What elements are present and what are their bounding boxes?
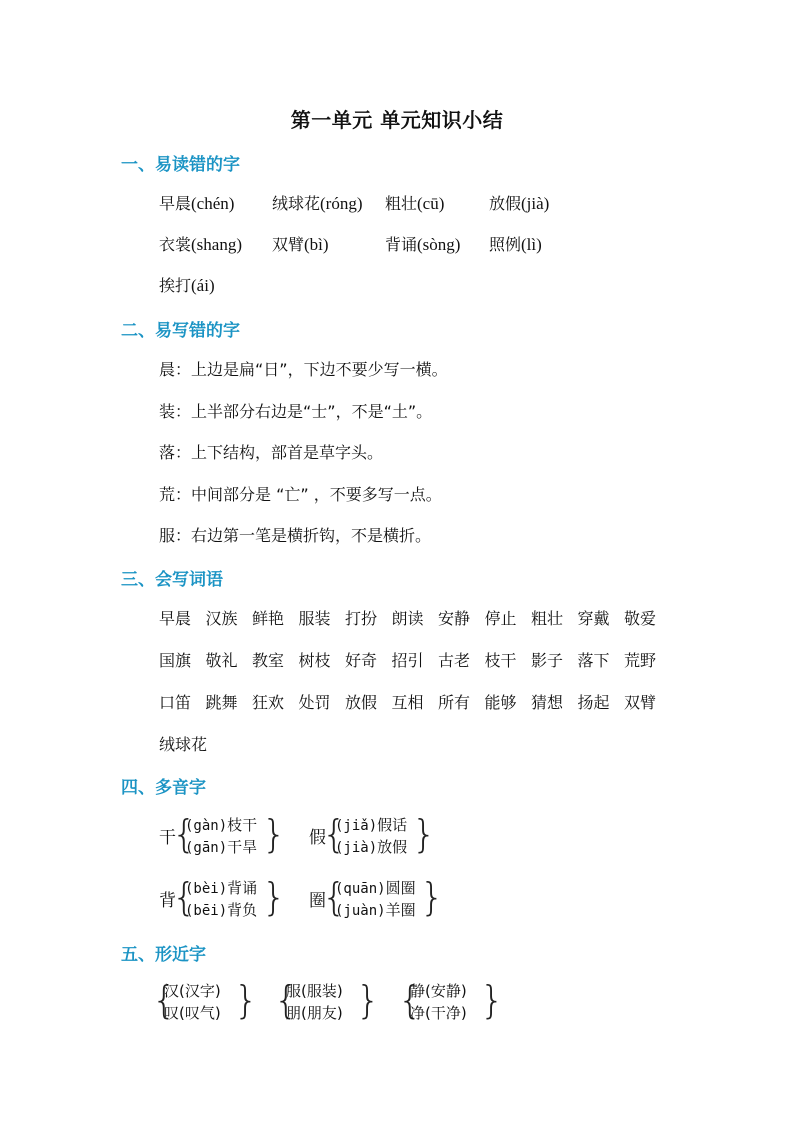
left-brace-icon: {: [172, 812, 197, 856]
easy-write-item: 落：上下结构，部首是草字头。: [159, 443, 384, 462]
right-brace-icon: }: [412, 812, 437, 856]
right-brace-icon: }: [480, 978, 505, 1022]
similar-item: 叹(叹气): [164, 1004, 221, 1022]
word-item: 猜想: [531, 693, 564, 712]
easy-read-item: 双臂(bì): [272, 235, 329, 254]
word-item: 口笛: [159, 693, 192, 712]
right-brace-icon: }: [234, 978, 259, 1022]
word-item: 所有: [438, 693, 471, 712]
easy-read-item: 绒球花(róng): [272, 194, 363, 213]
word-item: 打扮: [345, 609, 378, 628]
word-item: 汉族: [205, 609, 238, 628]
polyphone-item: (quān)圆圈: [335, 879, 416, 897]
word-item: 朗读: [391, 609, 424, 628]
easy-read-item: 放假(jià): [489, 194, 550, 213]
similar-item: 汉(汉字): [164, 982, 221, 1000]
polyphone-item: (jiǎ)假话: [335, 816, 408, 834]
word-item: 落下: [577, 651, 610, 670]
right-brace-icon: }: [262, 875, 287, 919]
similar-item: 服(服装): [286, 982, 343, 1000]
easy-read-item: 衣裳(shang): [159, 235, 242, 254]
word-item: 枝干: [484, 651, 517, 670]
similar-item: 净(干净): [410, 1004, 467, 1022]
word-item: 跳舞: [205, 693, 238, 712]
word-item: 早晨: [159, 609, 192, 628]
easy-write-item: 荒：中间部分是 “亡” ，不要多写一点。: [159, 485, 442, 504]
easy-read-item: 背诵(sòng): [385, 235, 461, 254]
word-item: 服装: [298, 609, 331, 628]
easy-read-item: 粗壮(cū): [385, 194, 445, 213]
easy-write-item: 晨：上边是扁“日”，下边不要少写一横。: [159, 360, 448, 379]
section-heading-similar: 五、形近字: [121, 945, 206, 965]
polyphone-item: (gàn)枝干: [185, 816, 258, 834]
left-brace-icon: {: [172, 875, 197, 919]
easy-read-item: 挨打(ái): [159, 276, 215, 295]
right-brace-icon: }: [420, 875, 445, 919]
word-item: 鲜艳: [252, 609, 285, 628]
word-item: 停止: [484, 609, 517, 628]
right-brace-icon: }: [356, 978, 381, 1022]
polyphone-item: (bèi)背诵: [185, 879, 258, 897]
section-heading-easy-write: 二、易写错的字: [121, 321, 240, 341]
word-item: 好奇: [345, 651, 378, 670]
similar-item: 朋(朋友): [286, 1004, 343, 1022]
word-item: 荒野: [624, 651, 657, 670]
left-brace-icon: {: [274, 978, 299, 1022]
word-item: 能够: [484, 693, 517, 712]
word-item: 穿戴: [577, 609, 610, 628]
word-item: 扬起: [577, 693, 610, 712]
word-item: 放假: [345, 693, 378, 712]
easy-read-item: 早晨(chén): [159, 194, 235, 213]
easy-write-item: 装：上半部分右边是“士”，不是“土”。: [159, 402, 433, 421]
word-item: 教室: [252, 651, 285, 670]
polyphone-char: 假: [309, 828, 326, 848]
easy-read-item: 照例(lì): [489, 235, 542, 254]
left-brace-icon: {: [398, 978, 423, 1022]
easy-write-item: 服：右边第一笔是横折钩，不是横折。: [159, 526, 432, 545]
word-item: 处罚: [298, 693, 331, 712]
word-item: 绒球花: [159, 735, 208, 754]
word-item: 敬礼: [205, 651, 238, 670]
section-heading-easy-read: 一、易读错的字: [121, 155, 240, 175]
word-item: 狂欢: [252, 693, 285, 712]
polyphone-char: 干: [159, 828, 176, 848]
polyphone-item: (gān)干旱: [185, 838, 258, 856]
left-brace-icon: {: [322, 875, 347, 919]
word-item: 互相: [391, 693, 424, 712]
right-brace-icon: }: [262, 812, 287, 856]
polyphone-char: 圈: [309, 891, 326, 911]
polyphone-item: (juàn)羊圈: [335, 901, 416, 919]
left-brace-icon: {: [152, 978, 177, 1022]
page-title: 第一单元 单元知识小结: [290, 108, 504, 132]
word-item: 影子: [531, 651, 564, 670]
word-item: 树枝: [298, 651, 331, 670]
word-item: 古老: [438, 651, 471, 670]
word-item: 安静: [438, 609, 471, 628]
left-brace-icon: {: [322, 812, 347, 856]
word-item: 粗壮: [531, 609, 564, 628]
section-heading-polyphones: 四、多音字: [121, 778, 206, 798]
polyphone-item: (jià)放假: [335, 838, 408, 856]
word-item: 敬爱: [624, 609, 657, 628]
polyphone-char: 背: [159, 891, 176, 911]
word-item: 招引: [391, 651, 424, 670]
polyphone-item: (bēi)背负: [185, 901, 258, 919]
word-item: 国旗: [159, 651, 192, 670]
similar-item: 静(安静): [410, 982, 467, 1000]
word-item: 双臂: [624, 693, 657, 712]
section-heading-words: 三、会写词语: [121, 570, 223, 590]
